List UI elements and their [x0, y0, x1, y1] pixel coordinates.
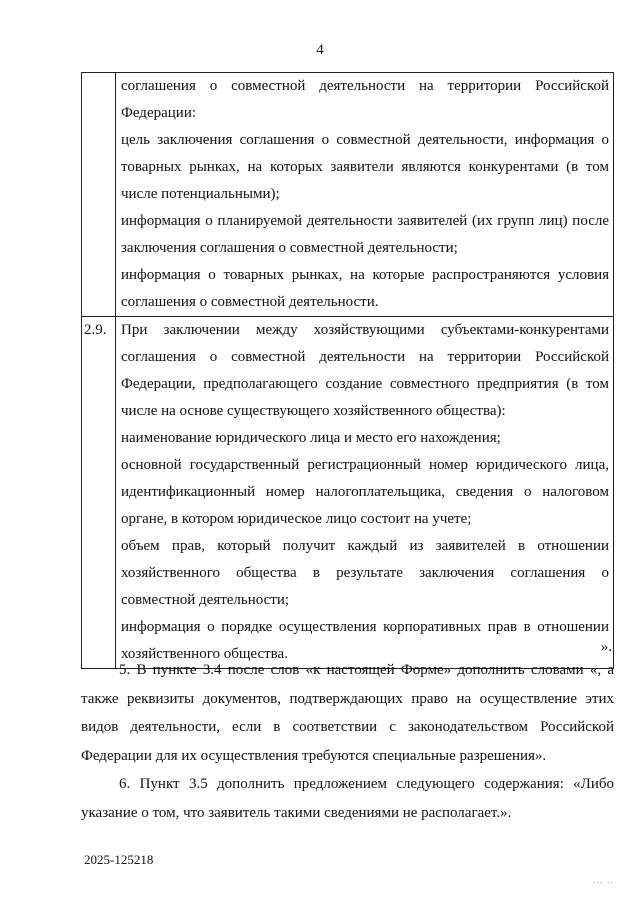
scan-mark: ∙∙∙ ∙∙: [593, 878, 614, 889]
table-paragraph: объем прав, который получит каждый из заявителей в отношении хозяйственного общества в результате заключения соглашения о совместной деятельности;: [121, 538, 609, 608]
row-number-cell: 2.9.: [82, 317, 116, 669]
amendment-paragraph-6: 6. Пункт 3.5 дополнить предложением следующего содержания: «Либо указание о том, что заявитель такими сведениями не располагает.».: [81, 776, 614, 821]
table-row: [82, 73, 614, 317]
table-row: [82, 317, 614, 669]
row-text-cell: [116, 73, 614, 317]
table-paragraph: цель заключения соглашения о совместной деятельности, информация о товарных рынках, на которых заявители являются конкурентами (в том числе потенциальными);: [121, 132, 609, 202]
table-paragraph: основной государственный регистрационный номер юридического лица, идентификационный номер налогоплательщика, сведения о налоговом органе, в котором юридическое лицо состоит на учете;: [121, 457, 609, 527]
row-number-cell: [82, 73, 116, 317]
amendment-paragraph-5: 5. В пункте 3.4 после слов «к настоящей Форме» дополнить словами «, а также реквизиты документов, подтверждающих право на осуществление этих видов деятельности, если в соответствии с законодательством Российской Федерации для их осуществления требуются специальные разрешения».: [81, 662, 614, 764]
closing-quote: ».: [600, 639, 612, 655]
requirements-table: [81, 72, 614, 669]
table-paragraph: информация о порядке осуществления корпоративных прав в отношении хозяйственного общества.: [121, 619, 609, 662]
document-number: 2025-125218: [84, 852, 154, 867]
page-number: 4: [316, 42, 324, 58]
table-paragraph: информация о товарных рынках, на которые распространяются условия соглашения о совместной деятельности.: [121, 267, 609, 310]
table-paragraph: соглашения о совместной деятельности на территории Российской Федерации:: [121, 78, 609, 121]
table-paragraph: При заключении между хозяйствующими субъектами-конкурентами соглашения о совместной деятельности на территории Российской Федерации, предполагающего создание совместного предприятия (в том числе на основе существующего хозяйственного общества):: [121, 322, 609, 419]
table-paragraph: наименование юридического лица и место его нахождения;: [121, 430, 501, 446]
row-text-cell: [116, 317, 614, 669]
table-paragraph: информация о планируемой деятельности заявителей (их групп лиц) после заключения соглашения о совместной деятельности;: [121, 213, 609, 256]
